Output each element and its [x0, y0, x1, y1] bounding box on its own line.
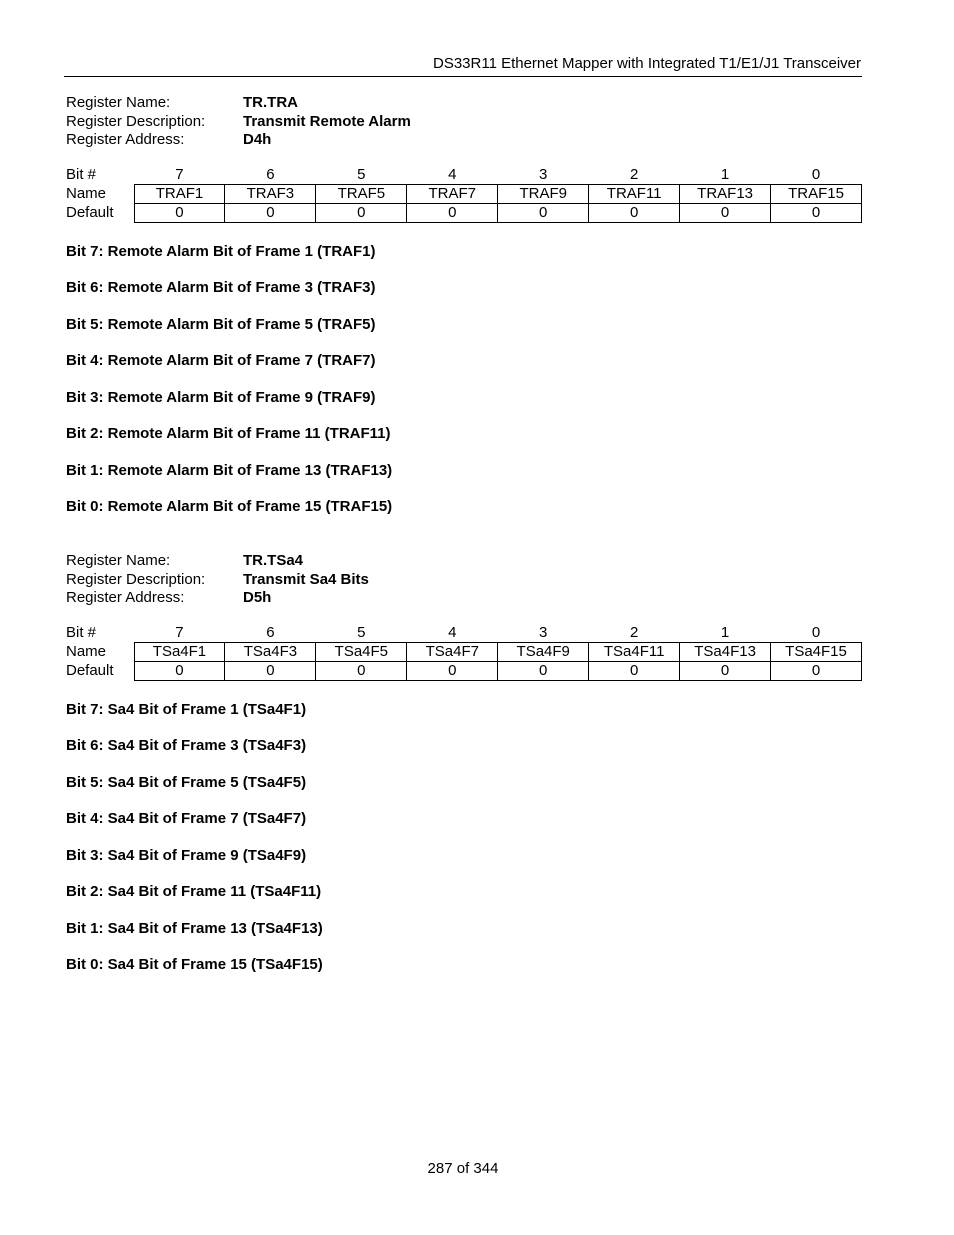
bit-description: Bit 4: Remote Alarm Bit of Frame 7 (TRAF7) — [66, 352, 376, 369]
bit-default-cell: 0 — [680, 204, 771, 223]
register-name-label: Register Name: — [66, 94, 171, 111]
bit-default-cell: 0 — [316, 662, 407, 681]
name-row-label: Name — [66, 643, 107, 660]
bit-default-cell: 0 — [589, 204, 680, 223]
bit-default-row — [66, 204, 862, 223]
register-info-tr-tra — [66, 94, 862, 150]
register-name-label: Register Name: — [66, 552, 171, 569]
bit-number: 4 — [448, 166, 457, 183]
bit-name-cell: TSa4F15 — [771, 643, 862, 662]
bit-name-cell: TRAF15 — [771, 185, 862, 204]
bit-name-cell: TSa4F9 — [498, 643, 589, 662]
bit-number: 0 — [811, 624, 821, 641]
bit-number: 0 — [811, 166, 821, 183]
default-row-label: Default — [66, 204, 114, 221]
bit-description: Bit 2: Sa4 Bit of Frame 11 (TSa4F11) — [66, 883, 322, 900]
bit-number-row — [66, 624, 862, 643]
bit-default-cell: 0 — [407, 662, 498, 681]
bit-description: Bit 1: Remote Alarm Bit of Frame 13 (TRAF13) — [66, 462, 393, 479]
bit-name-cell: TRAF13 — [680, 185, 771, 204]
bit-default-cell: 0 — [134, 662, 225, 681]
bit-number: 6 — [266, 166, 275, 183]
bit-default-cell: 0 — [680, 662, 771, 681]
bit-description: Bit 6: Sa4 Bit of Frame 3 (TSa4F3) — [66, 737, 307, 754]
bit-name-cell: TSa4F11 — [589, 643, 680, 662]
bit-number: 7 — [175, 624, 184, 641]
bit-default-cell: 0 — [225, 204, 316, 223]
bit-name-cell: TSa4F1 — [134, 643, 225, 662]
register-name-value: TR.TRA — [243, 94, 298, 111]
bit-default-cell: 0 — [771, 204, 862, 223]
register-name-value: TR.TSa4 — [243, 552, 304, 569]
register-name-row — [66, 552, 862, 571]
bit-default-cell: 0 — [407, 204, 498, 223]
bit-number: 1 — [720, 624, 730, 641]
bit-table-tr-tsa4 — [66, 624, 862, 681]
register-description-label: Register Description: — [66, 570, 206, 588]
register-address-value: D5h — [243, 589, 272, 606]
register-description-row — [66, 113, 862, 132]
bit-description: Bit 6: Remote Alarm Bit of Frame 3 (TRAF3) — [66, 279, 376, 296]
bit-description: Bit 2: Remote Alarm Bit of Frame 11 (TRAF11) — [66, 425, 391, 442]
bit-name-cell: TRAF11 — [589, 185, 680, 204]
bit-name-cell: TSa4F3 — [225, 643, 316, 662]
register-description-value: Transmit Sa4 Bits — [243, 570, 369, 588]
bit-number: 4 — [448, 624, 457, 641]
bit-table-tr-tra — [66, 166, 862, 223]
bit-description: Bit 7: Sa4 Bit of Frame 1 (TSa4F1) — [66, 701, 307, 718]
bit-row-label: Bit # — [66, 624, 97, 642]
bit-name-cell: TRAF3 — [225, 185, 316, 204]
bit-number: 3 — [539, 166, 548, 183]
page-header: DS33R11 Ethernet Mapper with Integrated T1/E1/J1 Transceiver — [432, 55, 861, 72]
bit-default-cell: 0 — [316, 204, 407, 223]
register-address-label: Register Address: — [66, 589, 185, 606]
bit-number: 2 — [629, 166, 639, 183]
bit-default-row — [66, 662, 862, 681]
bit-name-cell: TRAF1 — [134, 185, 225, 204]
bit-name-cell: TSa4F5 — [316, 643, 407, 662]
bit-default-cell: 0 — [225, 662, 316, 681]
register-address-row — [66, 131, 862, 150]
bit-default-cell: 0 — [498, 204, 589, 223]
bit-number: 7 — [175, 166, 184, 183]
bit-number: 5 — [357, 166, 366, 183]
bit-name-cell: TSa4F7 — [407, 643, 498, 662]
bit-description: Bit 0: Remote Alarm Bit of Frame 15 (TRAF15) — [66, 498, 393, 515]
register-address-row — [66, 589, 862, 608]
bit-name-cell: TSa4F13 — [680, 643, 771, 662]
bit-description: Bit 0: Sa4 Bit of Frame 15 (TSa4F15) — [66, 956, 323, 973]
bit-number: 1 — [720, 166, 730, 183]
bit-description: Bit 1: Sa4 Bit of Frame 13 (TSa4F13) — [66, 920, 323, 937]
bit-number: 2 — [629, 624, 639, 641]
page-number: 287 of 344 — [427, 1160, 499, 1177]
register-address-value: D4h — [243, 131, 272, 148]
header-divider — [64, 76, 862, 77]
bit-description: Bit 5: Remote Alarm Bit of Frame 5 (TRAF5) — [66, 316, 376, 333]
register-info-tr-tsa4 — [66, 552, 862, 608]
default-row-label: Default — [66, 662, 114, 679]
register-description-value: Transmit Remote Alarm — [243, 112, 411, 130]
bit-row-label: Bit # — [66, 166, 97, 184]
bit-description: Bit 4: Sa4 Bit of Frame 7 (TSa4F7) — [66, 810, 307, 827]
bit-default-cell: 0 — [134, 204, 225, 223]
register-description-row — [66, 571, 862, 590]
bit-number-row — [66, 166, 862, 185]
bit-number: 5 — [357, 624, 366, 641]
register-name-row — [66, 94, 862, 113]
bit-default-cell: 0 — [771, 662, 862, 681]
bit-name-cell: TRAF5 — [316, 185, 407, 204]
bit-description: Bit 5: Sa4 Bit of Frame 5 (TSa4F5) — [66, 774, 307, 791]
bit-name-row — [66, 185, 862, 204]
bit-description: Bit 7: Remote Alarm Bit of Frame 1 (TRAF1) — [66, 243, 376, 260]
bit-name-cell: TRAF7 — [407, 185, 498, 204]
register-address-label: Register Address: — [66, 131, 185, 148]
bit-default-cell: 0 — [498, 662, 589, 681]
name-row-label: Name — [66, 185, 107, 202]
bit-number: 3 — [539, 624, 548, 641]
bit-number: 6 — [266, 624, 275, 641]
bit-description: Bit 3: Remote Alarm Bit of Frame 9 (TRAF9) — [66, 389, 376, 406]
bit-name-row — [66, 643, 862, 662]
bit-description: Bit 3: Sa4 Bit of Frame 9 (TSa4F9) — [66, 847, 307, 864]
bit-default-cell: 0 — [589, 662, 680, 681]
register-description-label: Register Description: — [66, 112, 206, 130]
bit-name-cell: TRAF9 — [498, 185, 589, 204]
